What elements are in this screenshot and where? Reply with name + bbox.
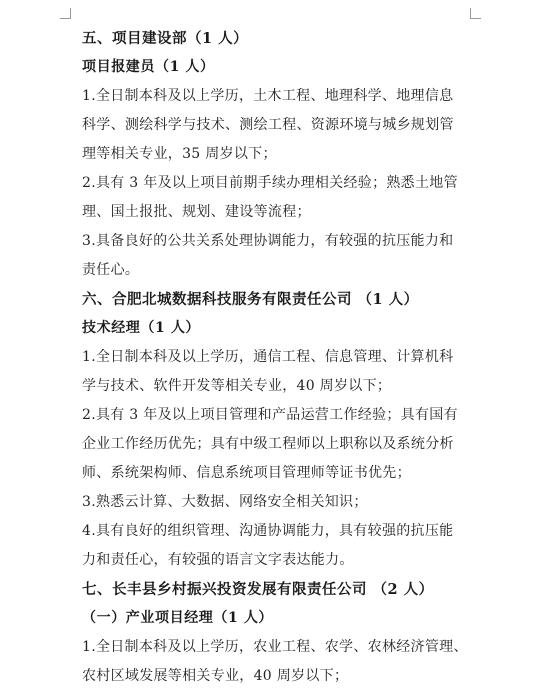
position-title: （一）产业项目经理（1 人） <box>82 610 274 626</box>
requirement-line: 3.具备良好的公共关系处理协调能力，有较强的抗压能力和 <box>82 233 454 249</box>
requirement-line: 2.具有 3 年及以上项目前期手续办理相关经验；熟悉土地管 <box>82 175 458 191</box>
requirement-line: 学与技术、软件开发等相关专业，40 周岁以下； <box>82 378 392 394</box>
requirement-line: 力和责任心，有较强的语言文字表达能力。 <box>82 552 354 568</box>
requirement-line: 1.全日制本科及以上学历，通信工程、信息管理、计算机科 <box>82 349 454 365</box>
requirement-line: 3.熟悉云计算、大数据、网络安全相关知识； <box>82 494 368 510</box>
requirement-line: 理等相关专业，35 周岁以下； <box>82 146 277 162</box>
section-heading: 六、合肥北城数据科技服务有限责任公司 （1 人） <box>82 291 419 308</box>
document-body <box>82 24 482 691</box>
requirement-line: 责任心。 <box>82 262 140 278</box>
requirement-line: 科学、测绘科学与技术、测绘工程、资源环境与城乡规划管 <box>82 117 454 133</box>
section-heading: 七、长丰县乡村振兴投资发展有限责任公司 （2 人） <box>82 581 434 598</box>
requirement-line: 2.具有 3 年及以上项目管理和产品运营工作经验；具有国有 <box>82 407 458 423</box>
crop-mark-top-left <box>60 8 71 19</box>
requirement-line: 1.全日制本科及以上学历，农业工程、农学、农林经济管理、 <box>82 639 468 655</box>
position-title: 技术经理（1 人） <box>82 320 201 336</box>
position-title: 项目报建员（1 人） <box>82 59 215 75</box>
section-heading: 五、项目建设部（1 人） <box>82 30 249 47</box>
requirement-line: 师、系统架构师、信息系统项目管理师等证书优先； <box>82 465 411 481</box>
requirement-line: 理、国土报批、规划、建设等流程； <box>82 204 311 220</box>
requirement-line: 企业工作经历优先；具有中级工程师以上职称以及系统分析 <box>82 436 454 452</box>
crop-mark-top-right <box>470 8 481 19</box>
requirement-line: 4.具有良好的组织管理、沟通协调能力，具有较强的抗压能 <box>82 523 454 539</box>
requirement-line: 1.全日制本科及以上学历，土木工程、地理科学、地理信息 <box>82 88 454 104</box>
requirement-line: 农村区域发展等相关专业，40 周岁以下； <box>82 668 349 684</box>
